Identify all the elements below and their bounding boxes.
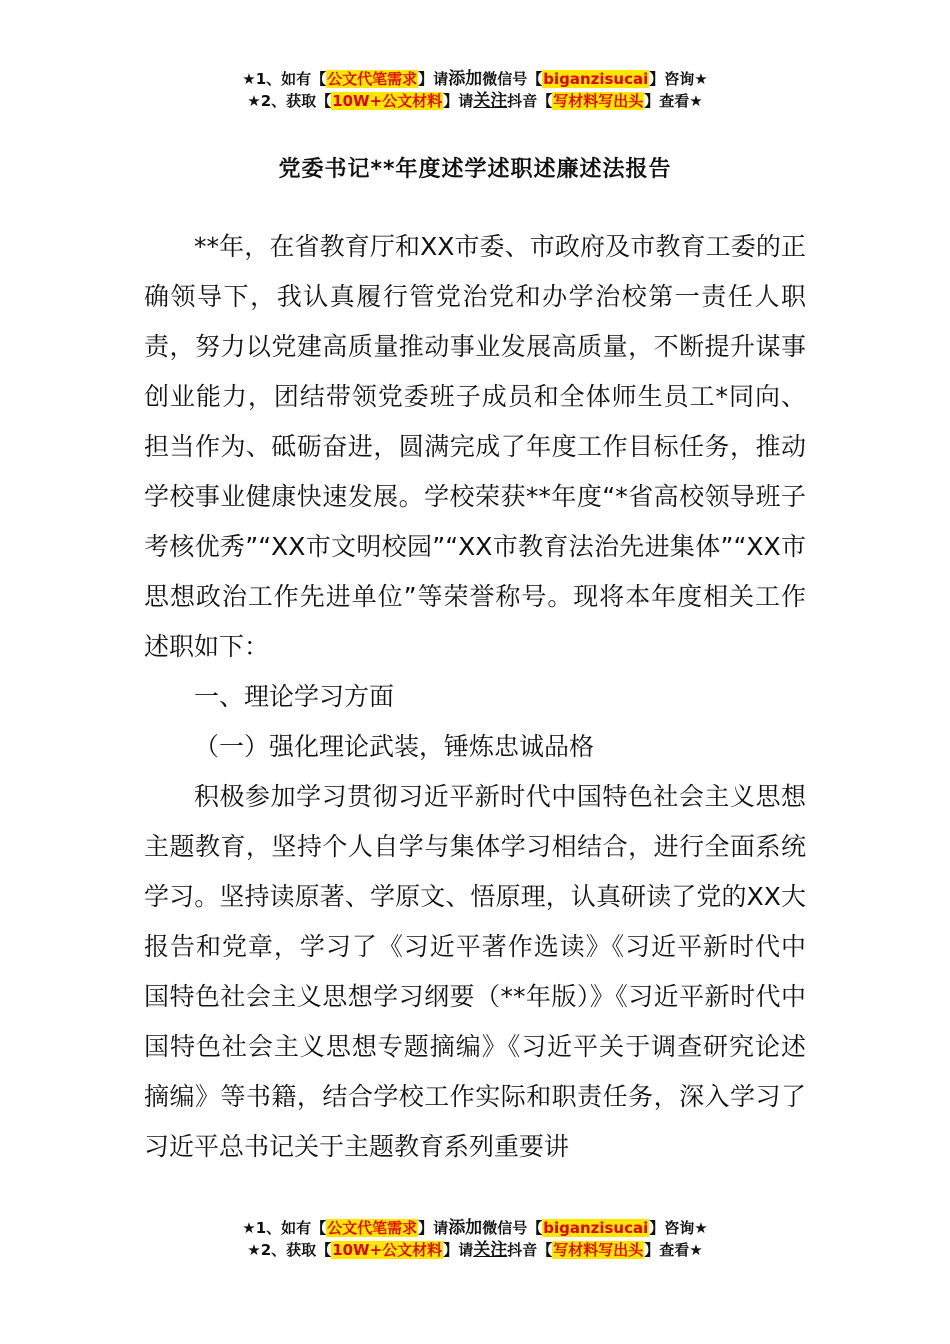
header-banner — [0, 68, 950, 112]
banner-highlight: biganzisucai — [543, 1219, 649, 1237]
banner-text: ★2、获取【 — [247, 1241, 332, 1259]
banner-text: 】请 — [443, 92, 474, 110]
document-body — [144, 222, 806, 1172]
banner-emphasis: 关注 — [473, 1240, 508, 1260]
banner-text: 抖音【 — [507, 1241, 553, 1259]
banner-text: 】咨询★ — [649, 70, 708, 88]
banner-text: ★1、如有【 — [242, 1219, 327, 1237]
banner-highlight: 10W+公文材料 — [332, 92, 443, 110]
banner-line-1 — [0, 68, 950, 90]
banner-highlight: biganzisucai — [543, 70, 649, 88]
banner-highlight: 10W+公文材料 — [332, 1241, 443, 1259]
banner-highlight: 写材料写出头 — [553, 92, 644, 110]
section-heading: 一、理论学习方面 — [194, 682, 395, 711]
banner-text: 】请 — [418, 70, 449, 88]
banner-highlight: 写材料写出头 — [553, 1241, 644, 1259]
banner-text: 】咨询★ — [649, 1219, 708, 1237]
banner-text: 】查看★ — [644, 92, 703, 110]
subsection-heading: （一）强化理论武装，锤炼忠诚品格 — [194, 732, 595, 761]
document-title: 党委书记**年度述学述职述廉述法报告 — [278, 157, 672, 182]
banner-emphasis: 添加 — [448, 69, 483, 89]
banner-text: 】查看★ — [644, 1241, 703, 1259]
banner-text: 微信号【 — [482, 1219, 543, 1237]
banner-text: 微信号【 — [482, 70, 543, 88]
banner-text: 】请 — [443, 1241, 474, 1259]
banner-text: 】请 — [418, 1219, 449, 1237]
paragraph-study: 积极参加学习贯彻习近平新时代中国特色社会主义思想主题教育，坚持个人自学与集体学习相结合，进行全面系统学习。坚持读原著、学原文、悟原理，认真研读了党的XX大报告和党章，学习了《习近平著作选读》《习近平新时代中国特色社会主义思想学习纲要（**年版）》《习近平新时代中国特色社会主义思想专题摘编》《习近平关于调查研究论述摘编》等书籍，结合学校工作实际和职责任务，深入学习了习近平总书记关于主题教育系列重要讲 — [144, 782, 806, 1161]
banner-text: 抖音【 — [507, 92, 553, 110]
banner-highlight: 公文代笔需求 — [327, 1219, 418, 1237]
footer-banner — [0, 1217, 950, 1261]
banner-line-2 — [0, 1239, 950, 1261]
banner-emphasis: 关注 — [473, 91, 508, 111]
banner-highlight: 公文代笔需求 — [327, 70, 418, 88]
paragraph-intro: **年，在省教育厅和XX市委、市政府及市教育工委的正确领导下，我认真履行管党治党和办学治校第一责任人职责，努力以党建高质量推动事业发展高质量，不断提升谋事创业能力，团结带领党委班子成员和全体师生员工*同向、担当作为、砥砺奋进，圆满完成了年度工作目标任务，推动学校事业健康快速发展。学校荣获**年度“*省高校领导班子考核优秀”“XX市文明校园”“XX市教育法治先进集体”“XX市思想政治工作先进单位”等荣誉称号。现将本年度相关工作述职如下： — [144, 232, 806, 661]
banner-text: ★2、获取【 — [247, 92, 332, 110]
banner-emphasis: 添加 — [448, 1218, 483, 1238]
banner-text: ★1、如有【 — [242, 70, 327, 88]
banner-line-2 — [0, 90, 950, 112]
banner-line-1 — [0, 1217, 950, 1239]
